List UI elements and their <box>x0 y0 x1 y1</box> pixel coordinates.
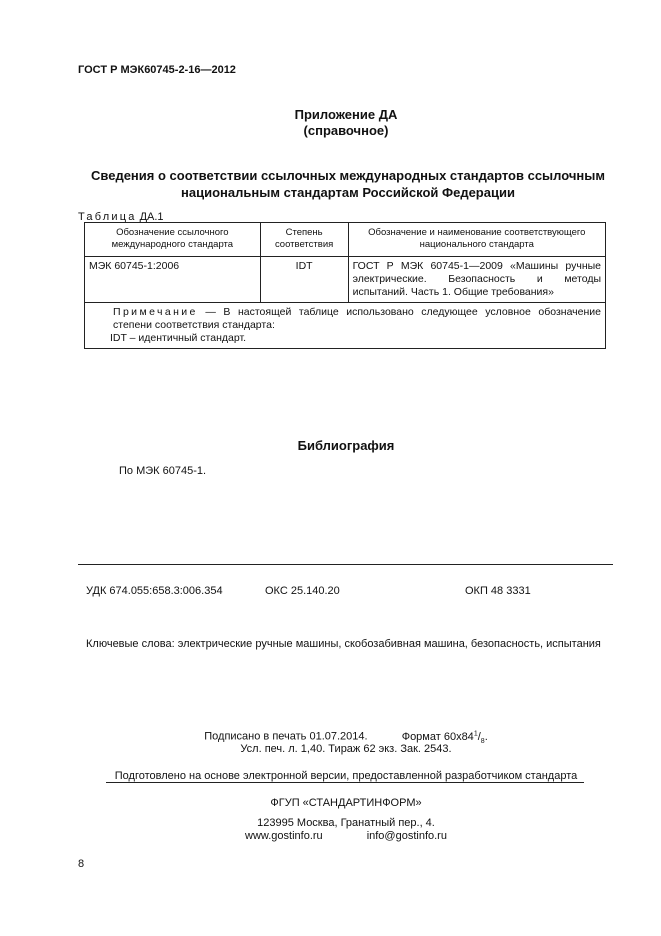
table-header-row <box>85 223 606 257</box>
section-title-line-2: национальным стандартам Российской Федерации <box>181 185 515 200</box>
section-title-line-1: Сведения о соответствии ссылочных международных стандартов ссылочным <box>91 168 605 183</box>
imprint-prepared: Подготовлено на основе электронной версии, предоставленной разработчиком стандарта <box>114 770 578 782</box>
cell-national-standard: ГОСТ Р МЭК 60745-1—2009 «Машины ручные электрические. Безопасность и методы испытаний. Часть 1. Общие требования» <box>348 257 605 303</box>
appendix-heading <box>0 107 661 139</box>
table-note-row <box>85 303 606 349</box>
format-prefix: Формат 60x84 <box>401 730 474 743</box>
bibliography-title: Библиография <box>297 438 395 453</box>
header-intl-standard: Обозначение ссылочного международного стандарта <box>85 223 261 257</box>
header-degree: Степень соответствия <box>260 223 348 257</box>
okp-code: ОКП 48 3331 <box>465 585 531 597</box>
publisher-name: ФГУП «СТАНДАРТИНФОРМ» <box>270 797 422 809</box>
header-national-standard: Обозначение и наименование соответствующего национального стандарта <box>348 223 605 257</box>
note-text <box>89 306 601 332</box>
format-denominator: 8 <box>480 737 485 745</box>
cell-intl-standard: МЭК 60745-1:2006 <box>85 257 261 303</box>
table-row <box>85 257 606 303</box>
note-body: — В настоящей таблице использовано следующее условное обозначение степени соответствия стандарта: <box>113 306 601 331</box>
udk-code: УДК 674.055:658.3:006.354 <box>86 585 223 597</box>
format-numerator: 1 <box>473 730 478 737</box>
publisher-address: 123995 Москва, Гранатный пер., 4. <box>257 817 435 829</box>
appendix-subtitle: (справочное) <box>303 123 389 138</box>
bibliography-item: По МЭК 60745-1. <box>119 465 207 477</box>
oks-code: ОКС 25.140.20 <box>265 585 340 597</box>
separator-line <box>78 564 613 565</box>
cell-degree: IDT <box>260 257 348 303</box>
page-number: 8 <box>78 858 85 870</box>
format-suffix: . <box>484 730 488 743</box>
publisher-website: www.gostinfo.ru <box>245 830 323 842</box>
table-note <box>85 303 606 349</box>
imprint-sheets: Усл. печ. л. 1,40. Тираж 62 экз. Зак. 2543. <box>240 743 452 755</box>
appendix-title: Приложение ДА <box>294 107 398 122</box>
imprint-signed: Подписано в печать 01.07.2014. <box>204 730 368 743</box>
keywords: Ключевые слова: электрические ручные машины, скобозабивная машина, безопасность, испытания <box>86 638 601 650</box>
table-caption-word: Таблица <box>78 211 137 223</box>
table-caption-id: ДА.1 <box>139 211 164 223</box>
imprint-format: Формат $60x84^1/_8$. <box>401 730 488 745</box>
prepared-underline <box>106 782 584 783</box>
publisher-email: info@gostinfo.ru <box>366 830 447 842</box>
section-title <box>78 167 618 201</box>
note-idt-definition: IDT – идентичный стандарт. <box>110 332 247 344</box>
note-label: Примечание <box>113 306 198 318</box>
publisher-contacts <box>0 830 661 842</box>
document-code-header: ГОСТ Р МЭК60745-2-16—2012 <box>78 64 236 76</box>
correspondence-table <box>84 222 606 349</box>
